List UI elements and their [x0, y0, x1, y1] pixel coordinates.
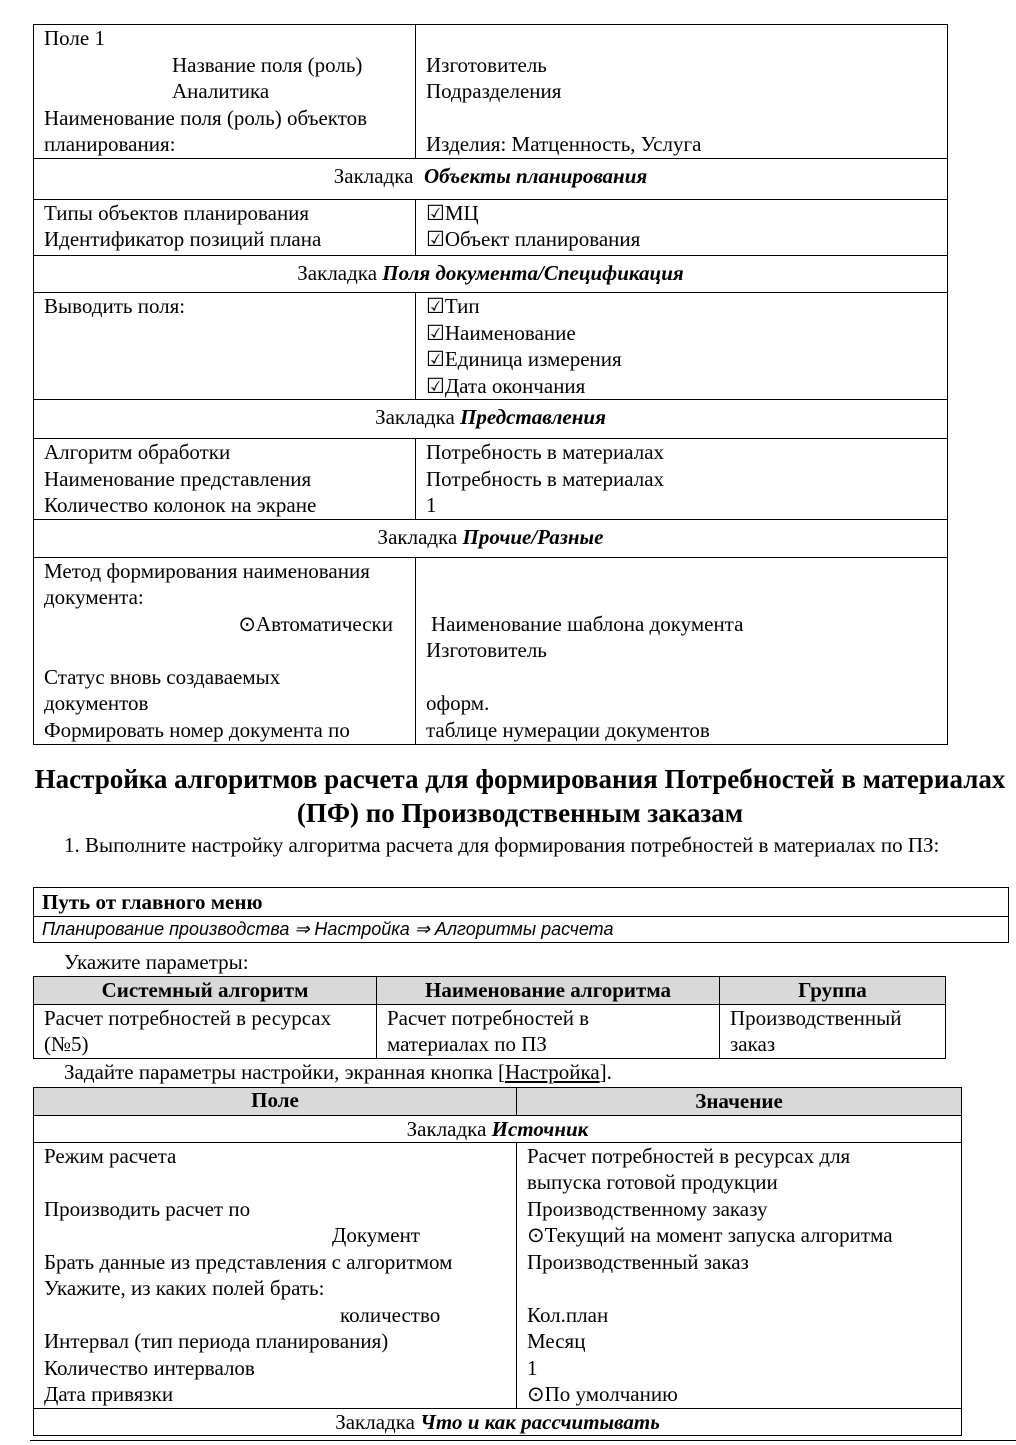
tab-prefix: Закладка: [375, 405, 455, 429]
processing-algo-label: Алгоритм обработки: [44, 440, 231, 464]
which-fields-label: Укажите, из каких полей брать:: [44, 1276, 325, 1300]
analytics-label: Аналитика: [172, 79, 270, 103]
doc-number-label: Формировать номер документа по: [44, 717, 350, 742]
view-name-value: Потребность в материалах: [426, 466, 665, 491]
misc-right-cell: [416, 557, 948, 744]
document-label: Документ: [332, 1223, 420, 1247]
step-number: 1.: [64, 833, 80, 857]
status-label-cont: документов: [44, 691, 149, 715]
calc-mode-label: Режим расчета: [44, 1143, 177, 1168]
binding-date-label: Дата привязки: [44, 1382, 174, 1406]
tab-prefix: Закладка: [377, 525, 458, 549]
tab-objects-header: [34, 158, 948, 199]
tab-views-row: [34, 400, 948, 439]
interval-value: Месяц: [527, 1329, 586, 1353]
checkbox-unit: ☑ Единица измерения: [426, 346, 937, 373]
calc-by-label: Производить расчет по: [44, 1196, 251, 1221]
tab-source-header: [34, 1115, 962, 1142]
tab-prefix: Закладка: [333, 163, 414, 188]
processing-algo-value: Потребность в материалах: [426, 440, 665, 464]
tab-views-title: Представления: [460, 405, 606, 429]
departments-value: Подразделения: [426, 79, 562, 103]
template-name-value: Изготовитель: [426, 638, 547, 662]
system-algo-number: (№5): [44, 1032, 89, 1056]
tab-objects-row: [34, 158, 948, 199]
calc-mode-value: Расчет потребностей в ресурсах для: [527, 1143, 851, 1168]
col-field: Поле: [34, 1088, 517, 1116]
take-data-label: Брать данные из представления с алгоритмом: [44, 1249, 453, 1274]
naming-method-label: Метод формирования наименования: [44, 558, 370, 583]
settings-table-top: [33, 24, 948, 745]
menu-path: Планирование производства ⇒ Настройка ⇒ Алгоритмы расчета: [34, 917, 1009, 943]
object-types-label: Типы объектов планирования: [44, 200, 310, 225]
doc-number-value: таблице нумерации документов: [426, 717, 710, 742]
tab-source-row: [34, 1115, 962, 1142]
radio-default: ⊙ По умолчанию: [527, 1381, 951, 1408]
table-row: [34, 1004, 946, 1058]
views-right-cell: [416, 439, 948, 520]
tab-fields-row: [34, 255, 948, 293]
calc-by-value: Производственному заказу: [527, 1196, 768, 1221]
calc-mode-value-cont: выпуска готовой продукции: [527, 1170, 778, 1194]
columns-count-label: Количество колонок на экране: [44, 493, 317, 517]
quantity-label: количество: [340, 1302, 441, 1327]
page-bottom-rule: [30, 1440, 1016, 1441]
tab-prefix: Закладка: [297, 260, 378, 285]
step1-paragraph: [34, 832, 1008, 859]
settings-line-text: Задайте параметры настройки, экранная кнопка [: [64, 1060, 505, 1084]
path-box-title: Путь от главного меню: [34, 888, 1009, 917]
products-value: Изделия: Матценность, Услуга: [426, 132, 702, 156]
tab-what-row: [34, 1408, 962, 1435]
take-data-value: Производственный заказ: [527, 1249, 749, 1274]
objects-left-cell: [34, 199, 416, 255]
radio-automatic: ⊙ Автоматически: [44, 611, 405, 638]
checkbox-type: ☑ Тип: [426, 293, 937, 320]
field-name-label: Название поля (роль): [172, 52, 363, 77]
tab-misc-title: Прочие/Разные: [462, 525, 604, 549]
misc-left-cell: [34, 557, 416, 744]
checkbox-name: ☑ Наименование: [426, 320, 937, 347]
group-value: Производственный: [730, 1005, 902, 1030]
misc-row: [34, 557, 948, 744]
tab-fields-header: [34, 255, 948, 293]
settings-button-link[interactable]: Настройка: [504, 1060, 600, 1084]
col-group: Группа: [720, 977, 946, 1005]
manufacturer-value: Изготовитель: [426, 52, 547, 77]
settings-table: [33, 1087, 962, 1436]
pole1-left-cell: [34, 25, 416, 159]
checkbox-mc: ☑ МЦ: [426, 200, 937, 227]
interval-label: Интервал (тип периода планирования): [44, 1329, 389, 1353]
fields-left-cell: [34, 293, 416, 400]
system-algo-value: Расчет потребностей в ресурсах: [44, 1005, 332, 1030]
specify-params: Укажите параметры:: [64, 950, 249, 974]
section-heading: Настройка алгоритмов расчета для формирования Потребностей в материалах (ПФ) по Производственным заказам: [34, 764, 1006, 828]
fields-right-cell: [416, 293, 948, 400]
tab-objects-title: Объекты планирования: [424, 163, 648, 188]
col-system-algo: Системный алгоритм: [34, 977, 377, 1005]
source-row: [34, 1142, 962, 1408]
system-algo-cell: [34, 1004, 377, 1058]
tab-misc-row: [34, 520, 948, 558]
objects-right-cell: [416, 199, 948, 255]
fields-row: [34, 293, 948, 400]
group-value-cont: заказ: [730, 1032, 776, 1056]
views-left-cell: [34, 439, 416, 520]
tab-what-title: Что и как рассчитывать: [420, 1409, 660, 1434]
interval-count-value: 1: [527, 1355, 538, 1380]
output-fields-label: Выводить поля:: [44, 294, 186, 318]
settings-line: [34, 1059, 1016, 1086]
interval-count-label: Количество интервалов: [44, 1355, 255, 1380]
col-value: Значение: [517, 1088, 962, 1116]
status-label: Статус вновь создаваемых: [44, 664, 281, 689]
settings-line-suffix: ].: [599, 1060, 612, 1084]
views-row: [34, 439, 948, 520]
group-cell: [720, 1004, 946, 1058]
pole1-label: Поле 1: [44, 26, 105, 50]
plan-item-id-label: Идентификатор позиций плана: [44, 227, 322, 251]
planning-objects-label-cont: планирования:: [44, 132, 176, 156]
algo-name-cell: [377, 1004, 720, 1058]
status-value: оформ.: [426, 691, 490, 715]
view-name-label: Наименование представления: [44, 466, 312, 491]
tab-views-header: [34, 400, 948, 439]
planning-objects-label: Наименование поля (роль) объектов: [44, 105, 368, 130]
checkbox-end-date: ☑ Дата окончания: [426, 373, 937, 400]
tab-misc-header: [34, 520, 948, 558]
radio-current-document: ⊙ Текущий на момент запуска алгоритма: [527, 1222, 951, 1249]
source-right-cell: [517, 1142, 962, 1408]
tab-prefix: Закладка: [335, 1409, 415, 1434]
quantity-value: Кол.план: [527, 1302, 609, 1327]
step-text: Выполните настройку алгоритма расчета для формирования потребностей в материалах по ПЗ:: [85, 833, 940, 857]
objects-row: [34, 199, 948, 255]
algo-name-value: Расчет потребностей в: [387, 1005, 590, 1030]
tab-fields-title: Поля документа/Спецификация: [382, 260, 684, 285]
algorithm-table-header: [34, 977, 946, 1005]
tab-prefix: Закладка: [406, 1116, 487, 1141]
path-box: [33, 887, 1009, 943]
template-name-label: Наименование шаблона документа: [431, 611, 744, 636]
naming-method-label-cont: документа:: [44, 585, 144, 609]
checkbox-planning-object: ☑ Объект планирования: [426, 226, 937, 253]
algorithm-table: [33, 976, 946, 1059]
algo-name-value-cont: материалах по ПЗ: [387, 1032, 547, 1056]
columns-count-value: 1: [426, 493, 437, 517]
pole1-row: [34, 25, 948, 159]
source-left-cell: [34, 1142, 517, 1408]
col-algo-name: Наименование алгоритма: [377, 977, 720, 1005]
settings-table-header: [34, 1088, 962, 1116]
tab-source-title: Источник: [491, 1116, 589, 1141]
pole1-right-cell: [416, 25, 948, 159]
tab-what-header: [34, 1408, 962, 1435]
